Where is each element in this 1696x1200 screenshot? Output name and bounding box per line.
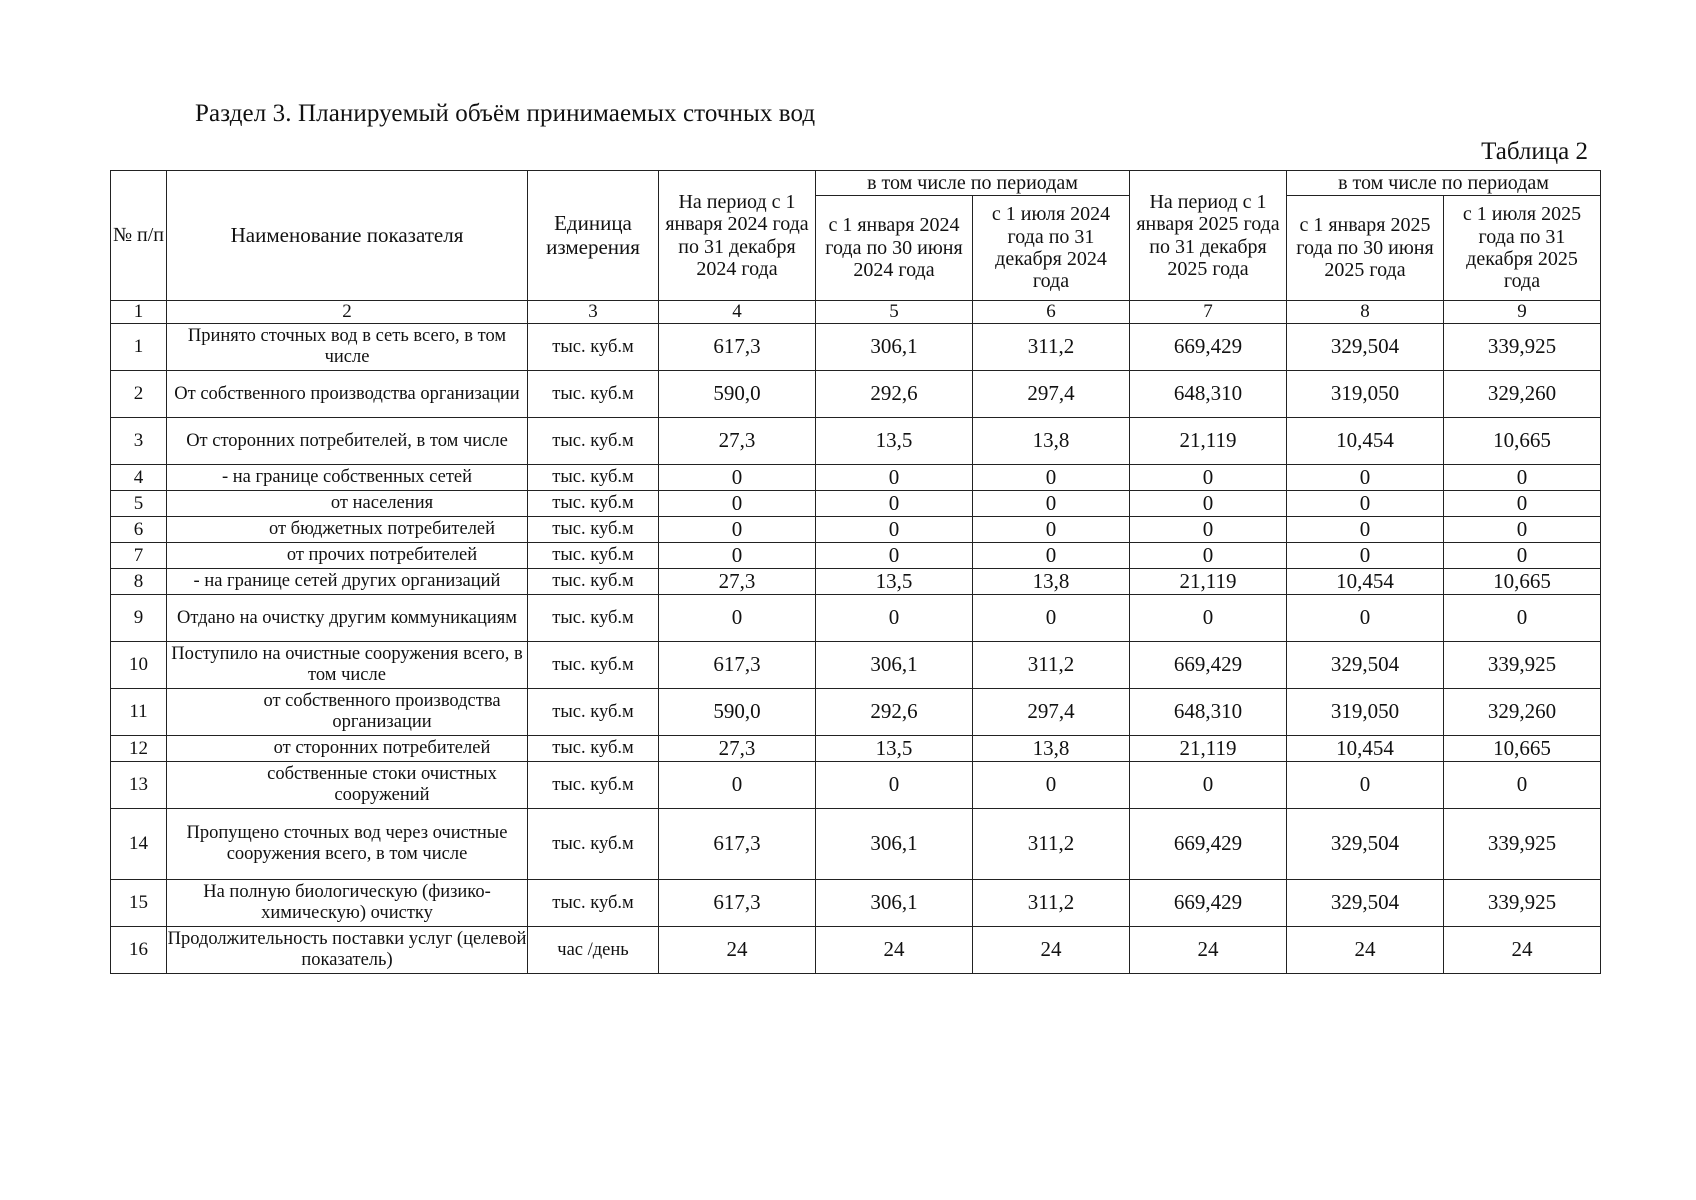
value-cell: 0 bbox=[816, 595, 973, 642]
value-cell: 0 bbox=[973, 543, 1130, 569]
row-number: 15 bbox=[111, 880, 167, 927]
column-number: 9 bbox=[1444, 301, 1601, 324]
indicator-name: собственные стоки очистных сооружений bbox=[167, 762, 528, 809]
header-unit: Единица измерения bbox=[528, 171, 659, 301]
value-cell: 13,8 bbox=[973, 569, 1130, 595]
value-cell: 0 bbox=[816, 543, 973, 569]
value-cell: 311,2 bbox=[973, 880, 1130, 927]
value-cell: 10,665 bbox=[1444, 569, 1601, 595]
row-number: 7 bbox=[111, 543, 167, 569]
table-row bbox=[111, 517, 1601, 543]
value-cell: 21,119 bbox=[1130, 736, 1287, 762]
column-number: 4 bbox=[659, 301, 816, 324]
unit-cell: тыс. куб.м bbox=[528, 491, 659, 517]
value-cell: 10,454 bbox=[1287, 418, 1444, 465]
indicator-name: Пропущено сточных вод через очистные сооружения всего, в том числе bbox=[167, 809, 528, 880]
row-number: 2 bbox=[111, 371, 167, 418]
value-cell: 339,925 bbox=[1444, 809, 1601, 880]
column-number: 7 bbox=[1130, 301, 1287, 324]
unit-cell: тыс. куб.м bbox=[528, 736, 659, 762]
value-cell: 329,260 bbox=[1444, 689, 1601, 736]
value-cell: 0 bbox=[816, 491, 973, 517]
row-number: 11 bbox=[111, 689, 167, 736]
table-row bbox=[111, 736, 1601, 762]
value-cell: 0 bbox=[1130, 762, 1287, 809]
unit-cell: тыс. куб.м bbox=[528, 465, 659, 491]
value-cell: 27,3 bbox=[659, 418, 816, 465]
value-cell: 617,3 bbox=[659, 880, 816, 927]
value-cell: 27,3 bbox=[659, 736, 816, 762]
value-cell: 329,504 bbox=[1287, 642, 1444, 689]
value-cell: 10,665 bbox=[1444, 736, 1601, 762]
indicator-name: На полную биологическую (физико-химическую) очистку bbox=[167, 880, 528, 927]
indicator-name: От сторонних потребителей, в том числе bbox=[167, 418, 528, 465]
unit-cell: тыс. куб.м bbox=[528, 517, 659, 543]
value-cell: 669,429 bbox=[1130, 809, 1287, 880]
value-cell: 0 bbox=[1287, 595, 1444, 642]
row-number: 8 bbox=[111, 569, 167, 595]
value-cell: 669,429 bbox=[1130, 324, 1287, 371]
value-cell: 669,429 bbox=[1130, 880, 1287, 927]
value-cell: 306,1 bbox=[816, 880, 973, 927]
value-cell: 0 bbox=[1130, 595, 1287, 642]
value-cell: 617,3 bbox=[659, 324, 816, 371]
column-number: 5 bbox=[816, 301, 973, 324]
value-cell: 311,2 bbox=[973, 324, 1130, 371]
value-cell: 0 bbox=[1444, 595, 1601, 642]
value-cell: 648,310 bbox=[1130, 689, 1287, 736]
table-row bbox=[111, 418, 1601, 465]
table-row bbox=[111, 595, 1601, 642]
indicator-name: от собственного производства организации bbox=[167, 689, 528, 736]
value-cell: 0 bbox=[973, 762, 1130, 809]
unit-cell: тыс. куб.м bbox=[528, 880, 659, 927]
value-cell: 617,3 bbox=[659, 809, 816, 880]
data-table bbox=[110, 170, 1601, 974]
value-cell: 24 bbox=[973, 927, 1130, 974]
value-cell: 0 bbox=[1130, 491, 1287, 517]
row-number: 10 bbox=[111, 642, 167, 689]
value-cell: 0 bbox=[1287, 465, 1444, 491]
indicator-name: Продолжительность поставки услуг (целевой показатель) bbox=[167, 927, 528, 974]
header-group-2025: в том числе по периодам bbox=[1287, 171, 1601, 196]
row-number: 9 bbox=[111, 595, 167, 642]
indicator-name: - на границе сетей других организаций bbox=[167, 569, 528, 595]
value-cell: 0 bbox=[659, 517, 816, 543]
indicator-name: Отдано на очистку другим коммуникациям bbox=[167, 595, 528, 642]
value-cell: 329,504 bbox=[1287, 324, 1444, 371]
indicator-name: Принято сточных вод в сеть всего, в том числе bbox=[167, 324, 528, 371]
value-cell: 339,925 bbox=[1444, 880, 1601, 927]
value-cell: 306,1 bbox=[816, 809, 973, 880]
header-num: № п/п bbox=[111, 171, 167, 301]
indicator-name: от бюджетных потребителей bbox=[167, 517, 528, 543]
value-cell: 0 bbox=[816, 465, 973, 491]
value-cell: 10,454 bbox=[1287, 569, 1444, 595]
unit-cell: тыс. куб.м bbox=[528, 595, 659, 642]
header-col8: с 1 января 2025 года по 30 июня 2025 года bbox=[1287, 196, 1444, 301]
value-cell: 0 bbox=[659, 491, 816, 517]
header-col9: с 1 июля 2025 года по 31 декабря 2025 года bbox=[1444, 196, 1601, 301]
value-cell: 24 bbox=[1287, 927, 1444, 974]
value-cell: 669,429 bbox=[1130, 642, 1287, 689]
indicator-name: от населения bbox=[167, 491, 528, 517]
table-row bbox=[111, 762, 1601, 809]
column-number: 6 bbox=[973, 301, 1130, 324]
table-row bbox=[111, 465, 1601, 491]
value-cell: 0 bbox=[659, 762, 816, 809]
value-cell: 319,050 bbox=[1287, 689, 1444, 736]
value-cell: 339,925 bbox=[1444, 324, 1601, 371]
value-cell: 24 bbox=[1444, 927, 1601, 974]
value-cell: 319,050 bbox=[1287, 371, 1444, 418]
unit-cell: тыс. куб.м bbox=[528, 543, 659, 569]
value-cell: 297,4 bbox=[973, 689, 1130, 736]
value-cell: 24 bbox=[1130, 927, 1287, 974]
row-number: 6 bbox=[111, 517, 167, 543]
value-cell: 0 bbox=[973, 517, 1130, 543]
value-cell: 0 bbox=[1287, 517, 1444, 543]
value-cell: 590,0 bbox=[659, 371, 816, 418]
value-cell: 13,5 bbox=[816, 736, 973, 762]
value-cell: 0 bbox=[1444, 491, 1601, 517]
unit-cell: тыс. куб.м bbox=[528, 642, 659, 689]
value-cell: 0 bbox=[1287, 543, 1444, 569]
indicator-name: от прочих потребителей bbox=[167, 543, 528, 569]
value-cell: 21,119 bbox=[1130, 569, 1287, 595]
value-cell: 311,2 bbox=[973, 809, 1130, 880]
value-cell: 10,454 bbox=[1287, 736, 1444, 762]
value-cell: 0 bbox=[1444, 543, 1601, 569]
value-cell: 292,6 bbox=[816, 371, 973, 418]
unit-cell: тыс. куб.м bbox=[528, 809, 659, 880]
value-cell: 0 bbox=[1444, 517, 1601, 543]
table-row bbox=[111, 642, 1601, 689]
value-cell: 292,6 bbox=[816, 689, 973, 736]
table-row bbox=[111, 927, 1601, 974]
value-cell: 648,310 bbox=[1130, 371, 1287, 418]
row-number: 3 bbox=[111, 418, 167, 465]
indicator-name: Поступило на очистные сооружения всего, в том числе bbox=[167, 642, 528, 689]
table-row bbox=[111, 324, 1601, 371]
value-cell: 0 bbox=[816, 762, 973, 809]
value-cell: 24 bbox=[659, 927, 816, 974]
value-cell: 339,925 bbox=[1444, 642, 1601, 689]
value-cell: 0 bbox=[1130, 517, 1287, 543]
row-number: 14 bbox=[111, 809, 167, 880]
unit-cell: тыс. куб.м bbox=[528, 324, 659, 371]
row-number: 13 bbox=[111, 762, 167, 809]
table-row bbox=[111, 569, 1601, 595]
table-row bbox=[111, 371, 1601, 418]
row-number: 16 bbox=[111, 927, 167, 974]
unit-cell: час /день bbox=[528, 927, 659, 974]
header-col5: с 1 января 2024 года по 30 июня 2024 года bbox=[816, 196, 973, 301]
value-cell: 0 bbox=[1130, 543, 1287, 569]
value-cell: 329,504 bbox=[1287, 880, 1444, 927]
value-cell: 0 bbox=[973, 491, 1130, 517]
value-cell: 0 bbox=[973, 465, 1130, 491]
value-cell: 0 bbox=[1444, 762, 1601, 809]
value-cell: 13,5 bbox=[816, 569, 973, 595]
row-number: 5 bbox=[111, 491, 167, 517]
unit-cell: тыс. куб.м bbox=[528, 689, 659, 736]
unit-cell: тыс. куб.м bbox=[528, 569, 659, 595]
header-name: Наименование показателя bbox=[167, 171, 528, 301]
value-cell: 329,260 bbox=[1444, 371, 1601, 418]
table-row bbox=[111, 543, 1601, 569]
column-number: 8 bbox=[1287, 301, 1444, 324]
unit-cell: тыс. куб.м bbox=[528, 418, 659, 465]
value-cell: 0 bbox=[1287, 491, 1444, 517]
table-label: Таблица 2 bbox=[1481, 138, 1588, 165]
value-cell: 0 bbox=[1287, 762, 1444, 809]
value-cell: 13,5 bbox=[816, 418, 973, 465]
indicator-name: - на границе собственных сетей bbox=[167, 465, 528, 491]
value-cell: 0 bbox=[816, 517, 973, 543]
unit-cell: тыс. куб.м bbox=[528, 762, 659, 809]
value-cell: 21,119 bbox=[1130, 418, 1287, 465]
value-cell: 0 bbox=[1444, 465, 1601, 491]
value-cell: 329,504 bbox=[1287, 809, 1444, 880]
value-cell: 0 bbox=[659, 543, 816, 569]
value-cell: 10,665 bbox=[1444, 418, 1601, 465]
value-cell: 311,2 bbox=[973, 642, 1130, 689]
value-cell: 297,4 bbox=[973, 371, 1130, 418]
value-cell: 0 bbox=[659, 465, 816, 491]
header-group-2024: в том числе по периодам bbox=[816, 171, 1130, 196]
column-number-row bbox=[111, 301, 1601, 324]
column-number: 3 bbox=[528, 301, 659, 324]
header-col4: На период с 1 января 2024 года по 31 декабря 2024 года bbox=[659, 171, 816, 301]
value-cell: 0 bbox=[973, 595, 1130, 642]
indicator-name: от сторонних потребителей bbox=[167, 736, 528, 762]
value-cell: 27,3 bbox=[659, 569, 816, 595]
value-cell: 13,8 bbox=[973, 736, 1130, 762]
value-cell: 590,0 bbox=[659, 689, 816, 736]
unit-cell: тыс. куб.м bbox=[528, 371, 659, 418]
column-number: 2 bbox=[167, 301, 528, 324]
column-number: 1 bbox=[111, 301, 167, 324]
value-cell: 0 bbox=[659, 595, 816, 642]
table-row bbox=[111, 809, 1601, 880]
header-col7: На период с 1 января 2025 года по 31 декабря 2025 года bbox=[1130, 171, 1287, 301]
header-col6: с 1 июля 2024 года по 31 декабря 2024 года bbox=[973, 196, 1130, 301]
table-row bbox=[111, 491, 1601, 517]
page-title: Раздел 3. Планируемый объём принимаемых сточных вод bbox=[195, 100, 816, 127]
row-number: 12 bbox=[111, 736, 167, 762]
table-row bbox=[111, 880, 1601, 927]
row-number: 1 bbox=[111, 324, 167, 371]
value-cell: 617,3 bbox=[659, 642, 816, 689]
table-row bbox=[111, 689, 1601, 736]
value-cell: 306,1 bbox=[816, 642, 973, 689]
indicator-name: От собственного производства организации bbox=[167, 371, 528, 418]
value-cell: 306,1 bbox=[816, 324, 973, 371]
value-cell: 0 bbox=[1130, 465, 1287, 491]
value-cell: 24 bbox=[816, 927, 973, 974]
value-cell: 13,8 bbox=[973, 418, 1130, 465]
row-number: 4 bbox=[111, 465, 167, 491]
